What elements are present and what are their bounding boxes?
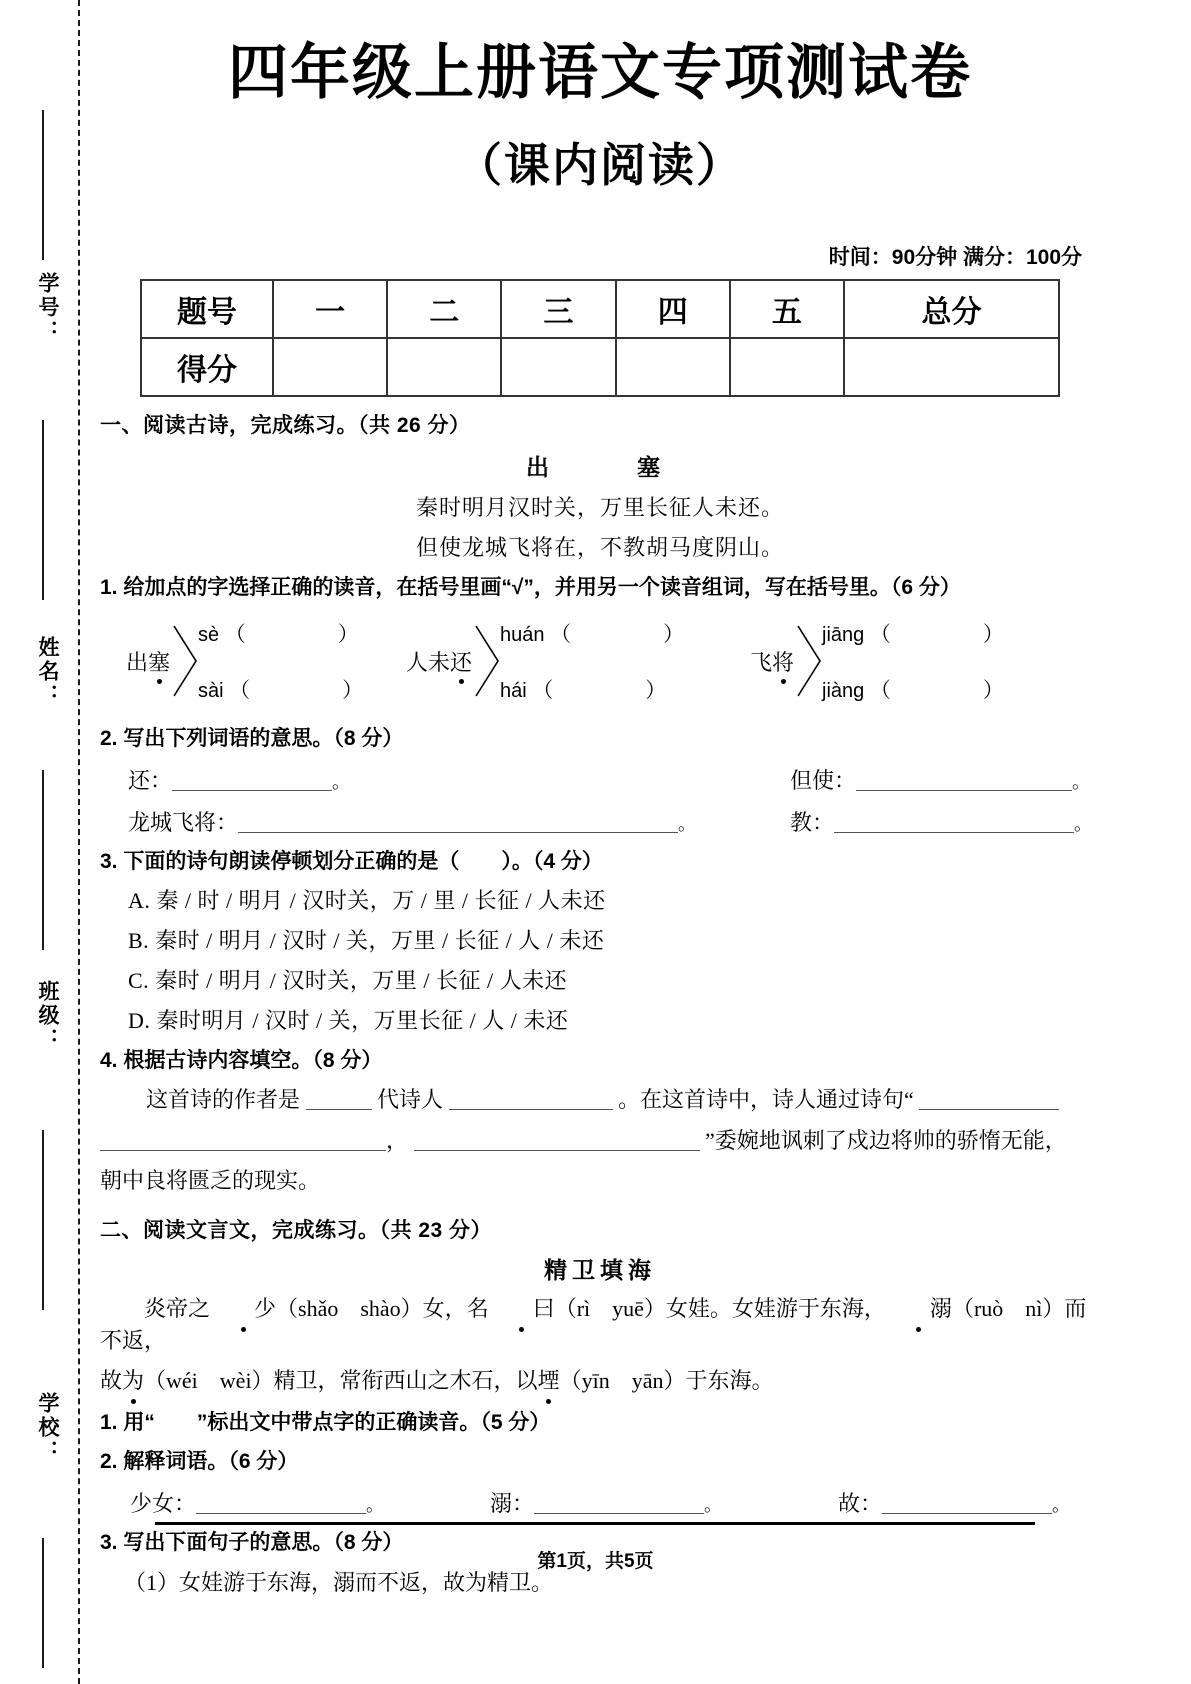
pinyin-option-bottom[interactable]: jiàng （ ） <box>822 678 1004 702</box>
answer-row <box>100 1487 1100 1517</box>
dotted-char: 为 <box>122 1365 144 1397</box>
answer-blank-huan: 还： 。 <box>128 768 351 793</box>
blank-line[interactable] <box>414 1130 700 1151</box>
score-input-cell[interactable] <box>844 338 1059 396</box>
fill-text-part: 这首诗的作者是 <box>146 1087 301 1112</box>
page-subtitle: （课内阅读） <box>456 139 744 191</box>
page-footer: 第1页，共5页 <box>537 1551 654 1572</box>
margin-rule-3 <box>42 770 44 950</box>
dotted-char: 堙 <box>538 1365 560 1397</box>
blank-line[interactable] <box>172 770 332 791</box>
fill-text-part: 朝中良将匮乏的现实。 <box>100 1168 321 1194</box>
blank-line[interactable] <box>856 770 1072 791</box>
answer-blank-shaonv: 少女： 。 <box>130 1490 385 1516</box>
fill-text-part: 代诗人 <box>377 1087 444 1112</box>
section-two-q1-text: 1. 用“ ”标出文中带点字的正确读音。（5 分） <box>100 1410 551 1434</box>
answer-blank-danshi: 但使： 。 <box>790 768 1091 793</box>
option-d[interactable]: D. 秦时明月 / 汉时 / 关，万里长征 / 人 / 未还 <box>128 1008 569 1033</box>
pinyin-options <box>822 618 1004 704</box>
pinyin-group-word: 出塞 <box>126 646 170 677</box>
score-input-cell[interactable] <box>273 338 387 396</box>
blank-line[interactable] <box>238 812 678 833</box>
exam-info: 时间：90分钟 满分：100分 <box>828 246 1082 269</box>
pinyin-option-top[interactable]: jiāng （ ） <box>822 622 1004 646</box>
pinyin-options <box>198 618 363 704</box>
section-two-q3-sentence-1: （1）女娃游于东海，溺而不返，故为精卫。 <box>124 1569 554 1595</box>
section-one-q1-text: 1. 给加点的字选择正确的读音，在括号里画“√”，并用另一个读音组词，写在括号里。（6 分） <box>100 576 961 599</box>
answer-blank-gu: 故： 。 <box>838 1490 1071 1516</box>
blank-line[interactable] <box>449 1089 613 1110</box>
dotted-char: 还 <box>450 646 472 677</box>
answer-blank-ni: 溺： 。 <box>490 1490 723 1516</box>
blank-line[interactable] <box>306 1089 372 1110</box>
section-two-q3-text: 3. 写出下面句子的意思。（8 分） <box>100 1530 404 1554</box>
option-b[interactable]: B. 秦时 / 明月 / 汉时 / 关，万里 / 长征 / 人 / 未还 <box>128 928 605 953</box>
answer-row <box>100 806 1100 836</box>
section-one-q4-text: 4. 根据古诗内容填空。（8 分） <box>100 1049 383 1072</box>
dotted-char: 塞 <box>148 646 170 677</box>
margin-rule-1 <box>42 110 44 260</box>
brace-icon <box>474 618 500 704</box>
blank-line[interactable] <box>834 812 1074 833</box>
section-one-q2-text: 2. 写出下列词语的意思。（8 分） <box>100 727 404 750</box>
score-input-cell[interactable] <box>501 338 615 396</box>
exam-paper-body <box>100 0 1100 1597</box>
brace-icon <box>796 618 822 704</box>
blank-line[interactable] <box>534 1493 704 1514</box>
score-table-header-cell: 三 <box>501 280 615 338</box>
margin-label-school: 学校： <box>36 1392 59 1464</box>
passage-title: 精卫填海 <box>544 1257 656 1284</box>
brace-icon <box>172 618 198 704</box>
margin-label-class: 班级： <box>36 980 59 1052</box>
answer-row <box>100 764 1100 794</box>
score-table <box>140 279 1060 397</box>
margin-label-student-id: 学号： <box>36 272 59 344</box>
pinyin-option-bottom[interactable]: hái （ ） <box>500 678 667 702</box>
score-table-header-cell: 四 <box>616 280 730 338</box>
margin-rule-2 <box>42 420 44 600</box>
fill-text-part: ”委婉地讽刺了戍边将帅的骄惰无能， <box>705 1127 1067 1153</box>
score-input-cell[interactable] <box>730 338 844 396</box>
score-table-score-row <box>141 338 1059 396</box>
pinyin-group-word: 飞将 <box>750 646 794 677</box>
dotted-char: 曰 <box>489 1293 555 1325</box>
left-margin-strip <box>0 0 100 1684</box>
margin-label-name: 姓名： <box>36 636 59 708</box>
blank-line[interactable] <box>100 1130 386 1151</box>
passage-line-2: 故为（wéi wèi）精卫，常衔西山之木石，以堙（yīn yān）于东海。 <box>100 1365 1100 1397</box>
option-c[interactable]: C. 秦时 / 明月 / 汉时关，万里 / 长征 / 人未还 <box>128 968 568 993</box>
score-input-cell[interactable] <box>616 338 730 396</box>
score-table-header-row <box>141 280 1059 338</box>
fill-text-part: 。在这首诗中，诗人通过诗句“ <box>618 1087 914 1112</box>
score-table-header-cell: 题号 <box>141 280 273 338</box>
fill-text-part: ， <box>386 1127 409 1153</box>
score-input-cell[interactable] <box>387 338 501 396</box>
section-two-q2-text: 2. 解释词语。（6 分） <box>100 1449 299 1473</box>
pinyin-group-renweihuan <box>406 609 684 713</box>
section-one-q4-fill-paragraph <box>100 1080 1100 1202</box>
tear-off-dashed-line <box>78 0 80 1684</box>
poem-title: 出 塞 <box>526 455 674 480</box>
answer-blank-jiao: 教： 。 <box>790 810 1093 835</box>
page-title: 四年级上册语文专项测试卷 <box>228 39 972 106</box>
score-table-header-cell: 一 <box>273 280 387 338</box>
pinyin-options <box>500 618 684 704</box>
margin-rule-4 <box>42 1130 44 1310</box>
dotted-char: 将 <box>772 646 794 677</box>
poem-line: 秦时明月汉时关，万里长征人未还。 <box>415 495 784 520</box>
section-one-q3-text: 3. 下面的诗句朗读停顿划分正确的是（ ）。（4 分） <box>100 850 603 873</box>
blank-line[interactable] <box>196 1493 366 1514</box>
pinyin-option-top[interactable]: sè （ ） <box>198 622 359 646</box>
section-one-heading: 一、阅读古诗，完成练习。（共 26 分） <box>100 414 471 437</box>
option-a[interactable]: A. 秦 / 时 / 明月 / 汉时关，万 / 里 / 长征 / 人未还 <box>128 888 606 913</box>
pinyin-group-feijiang <box>750 609 1004 713</box>
passage-line-1: 炎帝之 少（shǎo shào）女，名 曰（rì yuē）女娃。女娃游于东海， 溺（ruò nì）而不返， <box>100 1293 1100 1357</box>
poem-line: 但使龙城飞将在，不教胡马度阴山。 <box>415 535 784 560</box>
footer-divider <box>155 1522 1035 1525</box>
answer-blank-longchengfeijiang: 龙城飞将： 。 <box>128 810 697 835</box>
score-table-header-cell: 二 <box>387 280 501 338</box>
dotted-char: 少 <box>210 1293 276 1325</box>
score-row-label: 得分 <box>141 338 273 396</box>
pinyin-group-word: 人未还 <box>406 646 472 677</box>
score-table-header-cell: 总分 <box>844 280 1059 338</box>
pinyin-choice-row <box>100 609 1100 713</box>
section-two-heading: 二、阅读文言文，完成练习。（共 23 分） <box>100 1219 493 1243</box>
blank-line[interactable] <box>919 1089 1059 1110</box>
blank-line[interactable] <box>882 1493 1052 1514</box>
dotted-char: 溺 <box>886 1293 952 1325</box>
pinyin-group-chusai <box>126 609 363 713</box>
pinyin-option-top[interactable]: huán （ ） <box>500 622 685 646</box>
pinyin-option-bottom[interactable]: sài （ ） <box>198 678 364 702</box>
score-table-header-cell: 五 <box>730 280 844 338</box>
